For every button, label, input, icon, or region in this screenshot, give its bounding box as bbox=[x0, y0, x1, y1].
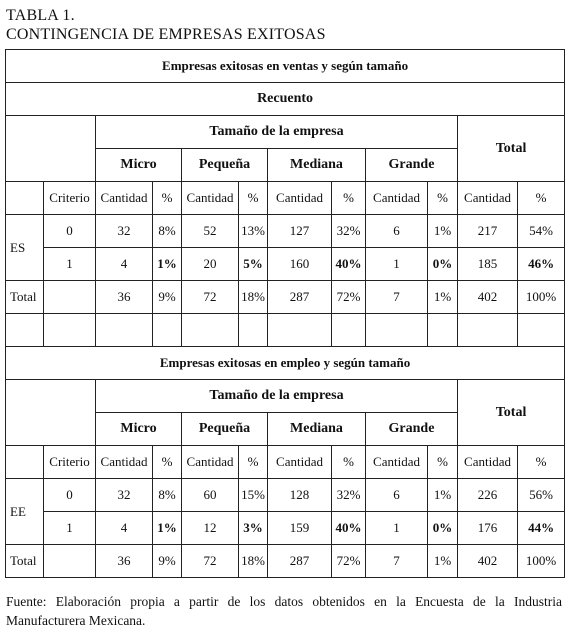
pct-header: % bbox=[518, 182, 565, 215]
cell: 1% bbox=[153, 512, 182, 545]
pct-header: % bbox=[332, 446, 366, 479]
empty-cell bbox=[6, 446, 44, 479]
total-size-header: Total bbox=[458, 116, 565, 182]
cell: 72% bbox=[332, 545, 366, 578]
cell: 60 bbox=[182, 479, 239, 512]
cell: 0% bbox=[428, 512, 458, 545]
pct-header: % bbox=[153, 182, 182, 215]
criterio-header: Criterio bbox=[44, 182, 96, 215]
total-row bbox=[6, 281, 565, 314]
cell: 1% bbox=[428, 281, 458, 314]
cell: 100% bbox=[518, 281, 565, 314]
cell: 52 bbox=[182, 215, 239, 248]
cell: 9% bbox=[153, 545, 182, 578]
cell: 12 bbox=[182, 512, 239, 545]
section-title-ventas: Empresas exitosas en ventas y según tamaño bbox=[6, 50, 565, 83]
size-header-micro: Micro bbox=[96, 413, 182, 446]
pct-header: % bbox=[153, 446, 182, 479]
empty-cell bbox=[44, 545, 96, 578]
cell: 176 bbox=[458, 512, 518, 545]
cell: 160 bbox=[268, 248, 332, 281]
cell: 7 bbox=[366, 281, 428, 314]
cell: 56% bbox=[518, 479, 565, 512]
cell: 20 bbox=[182, 248, 239, 281]
cell: 40% bbox=[332, 512, 366, 545]
cell: 9% bbox=[153, 281, 182, 314]
cell: 226 bbox=[458, 479, 518, 512]
cell: 13% bbox=[239, 215, 268, 248]
cell: 72% bbox=[332, 281, 366, 314]
cell: 36 bbox=[96, 281, 153, 314]
total-label: Total bbox=[6, 545, 44, 578]
cell: 3% bbox=[239, 512, 268, 545]
cell: 32% bbox=[332, 215, 366, 248]
cell: 1% bbox=[428, 545, 458, 578]
cell: 8% bbox=[153, 479, 182, 512]
empty-corner bbox=[6, 116, 96, 182]
cantidad-header: Cantidad bbox=[458, 446, 518, 479]
cantidad-header: Cantidad bbox=[366, 182, 428, 215]
empty-cell bbox=[44, 281, 96, 314]
cell: 72 bbox=[182, 545, 239, 578]
cantidad-header: Cantidad bbox=[96, 182, 153, 215]
size-group-header: Tamaño de la empresa bbox=[96, 380, 458, 413]
group-label-ee: EE bbox=[6, 479, 44, 545]
cantidad-header: Cantidad bbox=[268, 182, 332, 215]
table-caption bbox=[6, 6, 326, 44]
cell: 15% bbox=[239, 479, 268, 512]
empty-corner bbox=[6, 380, 96, 446]
table-title: CONTINGENCIA DE EMPRESAS EXITOSAS bbox=[6, 26, 326, 43]
criterio-value: 0 bbox=[44, 215, 96, 248]
cantidad-header: Cantidad bbox=[458, 182, 518, 215]
total-size-header: Total bbox=[458, 380, 565, 446]
cell: 1 bbox=[366, 248, 428, 281]
cell: 185 bbox=[458, 248, 518, 281]
cell: 1% bbox=[428, 479, 458, 512]
pct-header: % bbox=[332, 182, 366, 215]
table-row bbox=[6, 512, 565, 545]
cell: 4 bbox=[96, 512, 153, 545]
cell: 18% bbox=[239, 281, 268, 314]
size-header-micro: Micro bbox=[96, 149, 182, 182]
cell: 46% bbox=[518, 248, 565, 281]
cell: 7 bbox=[366, 545, 428, 578]
cell: 32% bbox=[332, 479, 366, 512]
size-header-pequena: Pequeña bbox=[182, 413, 268, 446]
cell: 128 bbox=[268, 479, 332, 512]
cell: 6 bbox=[366, 479, 428, 512]
pct-header: % bbox=[518, 446, 565, 479]
cantidad-header: Cantidad bbox=[268, 446, 332, 479]
cantidad-header: Cantidad bbox=[182, 182, 239, 215]
size-group-header: Tamaño de la empresa bbox=[96, 116, 458, 149]
criterio-header: Criterio bbox=[44, 446, 96, 479]
table-row bbox=[6, 215, 565, 248]
group-label-es: ES bbox=[6, 215, 44, 281]
cantidad-header: Cantidad bbox=[366, 446, 428, 479]
contingency-table bbox=[5, 49, 565, 578]
recuento-header: Recuento bbox=[6, 83, 565, 116]
cell: 4 bbox=[96, 248, 153, 281]
cell: 127 bbox=[268, 215, 332, 248]
cell: 54% bbox=[518, 215, 565, 248]
cell: 5% bbox=[239, 248, 268, 281]
criterio-value: 1 bbox=[44, 512, 96, 545]
pct-header: % bbox=[428, 446, 458, 479]
size-header-mediana: Mediana bbox=[268, 149, 366, 182]
pct-header: % bbox=[239, 446, 268, 479]
cell: 402 bbox=[458, 281, 518, 314]
table-row bbox=[6, 248, 565, 281]
cell: 402 bbox=[458, 545, 518, 578]
total-label: Total bbox=[6, 281, 44, 314]
cell: 159 bbox=[268, 512, 332, 545]
cell: 32 bbox=[96, 479, 153, 512]
cell: 6 bbox=[366, 215, 428, 248]
cell: 1% bbox=[428, 215, 458, 248]
cantidad-header: Cantidad bbox=[96, 446, 153, 479]
cantidad-header: Cantidad bbox=[182, 446, 239, 479]
cell: 217 bbox=[458, 215, 518, 248]
total-row bbox=[6, 545, 565, 578]
size-header-grande: Grande bbox=[366, 149, 458, 182]
cell: 8% bbox=[153, 215, 182, 248]
size-header-grande: Grande bbox=[366, 413, 458, 446]
cell: 32 bbox=[96, 215, 153, 248]
table-row bbox=[6, 479, 565, 512]
cell: 287 bbox=[268, 281, 332, 314]
cell: 36 bbox=[96, 545, 153, 578]
criterio-value: 1 bbox=[44, 248, 96, 281]
cell: 18% bbox=[239, 545, 268, 578]
section-title-empleo: Empresas exitosas en empleo y según tamaño bbox=[6, 347, 565, 380]
criterio-value: 0 bbox=[44, 479, 96, 512]
source-note: Fuente: Elaboración propia a partir de los datos obtenidos en la Encuesta de la Industria Manufacturera Mexicana. bbox=[6, 594, 562, 628]
cell: 72 bbox=[182, 281, 239, 314]
cell: 287 bbox=[268, 545, 332, 578]
cell: 0% bbox=[428, 248, 458, 281]
empty-cell bbox=[6, 182, 44, 215]
cell: 100% bbox=[518, 545, 565, 578]
cell: 1 bbox=[366, 512, 428, 545]
pct-header: % bbox=[428, 182, 458, 215]
spacer-row bbox=[6, 314, 565, 347]
table-number: TABLA 1. bbox=[6, 7, 75, 24]
cell: 44% bbox=[518, 512, 565, 545]
pct-header: % bbox=[239, 182, 268, 215]
size-header-mediana: Mediana bbox=[268, 413, 366, 446]
cell: 1% bbox=[153, 248, 182, 281]
size-header-pequena: Pequeña bbox=[182, 149, 268, 182]
cell: 40% bbox=[332, 248, 366, 281]
